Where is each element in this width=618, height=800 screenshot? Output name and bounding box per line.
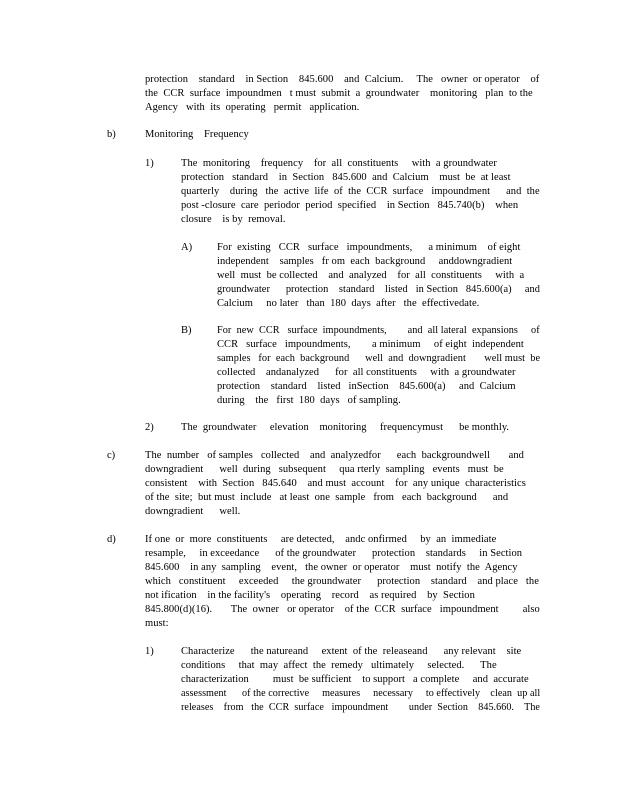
text-line: the CCR surface impoundmen t must submit a groundwater monitoring plan to the <box>145 88 533 99</box>
section-label-c: c) <box>107 450 116 461</box>
text-line: during the first 180 days of sampling. <box>217 395 401 406</box>
text-line: The number of samples collected and analyzedfor each backgroundwell and <box>145 450 524 461</box>
item-label: 1) <box>145 158 154 169</box>
text-line: closure is by removal. <box>181 214 286 225</box>
text-line: not ification in the facility's operating record as required by Section <box>145 590 475 601</box>
text-line: well must be collected and analyzed for all constituents with a <box>217 270 525 281</box>
text-line: characterization must be sufficient to support a complete and accurate <box>181 674 529 685</box>
text-line: collected andanalyzed for all constituents with a groundwater <box>217 367 516 378</box>
text-line: protection standard in Section 845.600 and Calcium must be at least <box>181 172 511 183</box>
text-line: CCR surface impoundments, a minimum of eight independent <box>217 339 524 350</box>
text-line: Calcium no later than 180 days after the effectivedate. <box>217 298 480 309</box>
text-line: consistent with Section 845.640 and must account for any unique characteristics <box>145 478 526 489</box>
text-line: protection standard in Section 845.600 and Calcium. The owner or operator of <box>145 74 540 85</box>
text-line: The groundwater elevation monitoring frequencymust be monthly. <box>181 422 510 433</box>
text-line: samples for each background well and downgradient well must be <box>217 353 541 364</box>
item-label: 1) <box>145 646 154 657</box>
text-line: groundwater protection standard listed in Section 845.600(a) and <box>217 284 540 295</box>
subitem-label: B) <box>181 325 192 336</box>
text-line: must: <box>145 618 169 629</box>
text-line: Characterize the natureand extent of the releaseand any relevant site <box>181 646 522 657</box>
text-line: 845.800(d)(16). The owner or operator of the CCR surface impoundment also <box>145 604 540 615</box>
text-line: assessment of the corrective measures necessary to effectively clean up all <box>181 688 541 699</box>
section-label-b: b) <box>107 129 116 140</box>
text-line: post -closure care periodor period specified in Section 845.740(b) when <box>181 200 519 211</box>
text-line: For new CCR surface impoundments, and all lateral expansions of <box>217 325 540 336</box>
text-line: downgradient well. <box>145 506 241 517</box>
text-line: of the site; but must include at least one sample from each background and <box>145 492 509 503</box>
section-heading: Monitoring Frequency <box>145 129 249 140</box>
text-line: conditions that may affect the remedy ultimately selected. The <box>181 660 497 671</box>
text-line: resample, in exceedance of the groundwater protection standards in Section <box>145 548 523 559</box>
text-line: quarterly during the active life of the CCR surface impoundment and the <box>181 186 540 197</box>
text-line: downgradient well during subsequent qua rterly sampling events must be <box>145 464 504 475</box>
text-line: The monitoring frequency for all constituents with a groundwater <box>181 158 497 169</box>
item-label: 2) <box>145 422 154 433</box>
text-line: If one or more constituents are detected, andc onfirmed by an immediate <box>145 534 497 545</box>
section-label-d: d) <box>107 534 116 545</box>
text-line: independent samples fr om each background anddowngradient <box>217 256 513 267</box>
text-line: Agency with its operating permit application. <box>145 102 360 113</box>
subitem-label: A) <box>181 242 193 253</box>
text-line: which constituent exceeded the groundwater protection standard and place the <box>145 576 539 587</box>
text-line: For existing CCR surface impoundments, a minimum of eight <box>217 242 521 253</box>
text-line: 845.600 in any sampling event, the owner or operator must notify the Agency <box>145 562 518 573</box>
text-line: releases from the CCR surface impoundment under Section 845.660. The <box>181 702 540 713</box>
text-line: protection standard listed inSection 845.600(a) and Calcium <box>217 381 516 392</box>
